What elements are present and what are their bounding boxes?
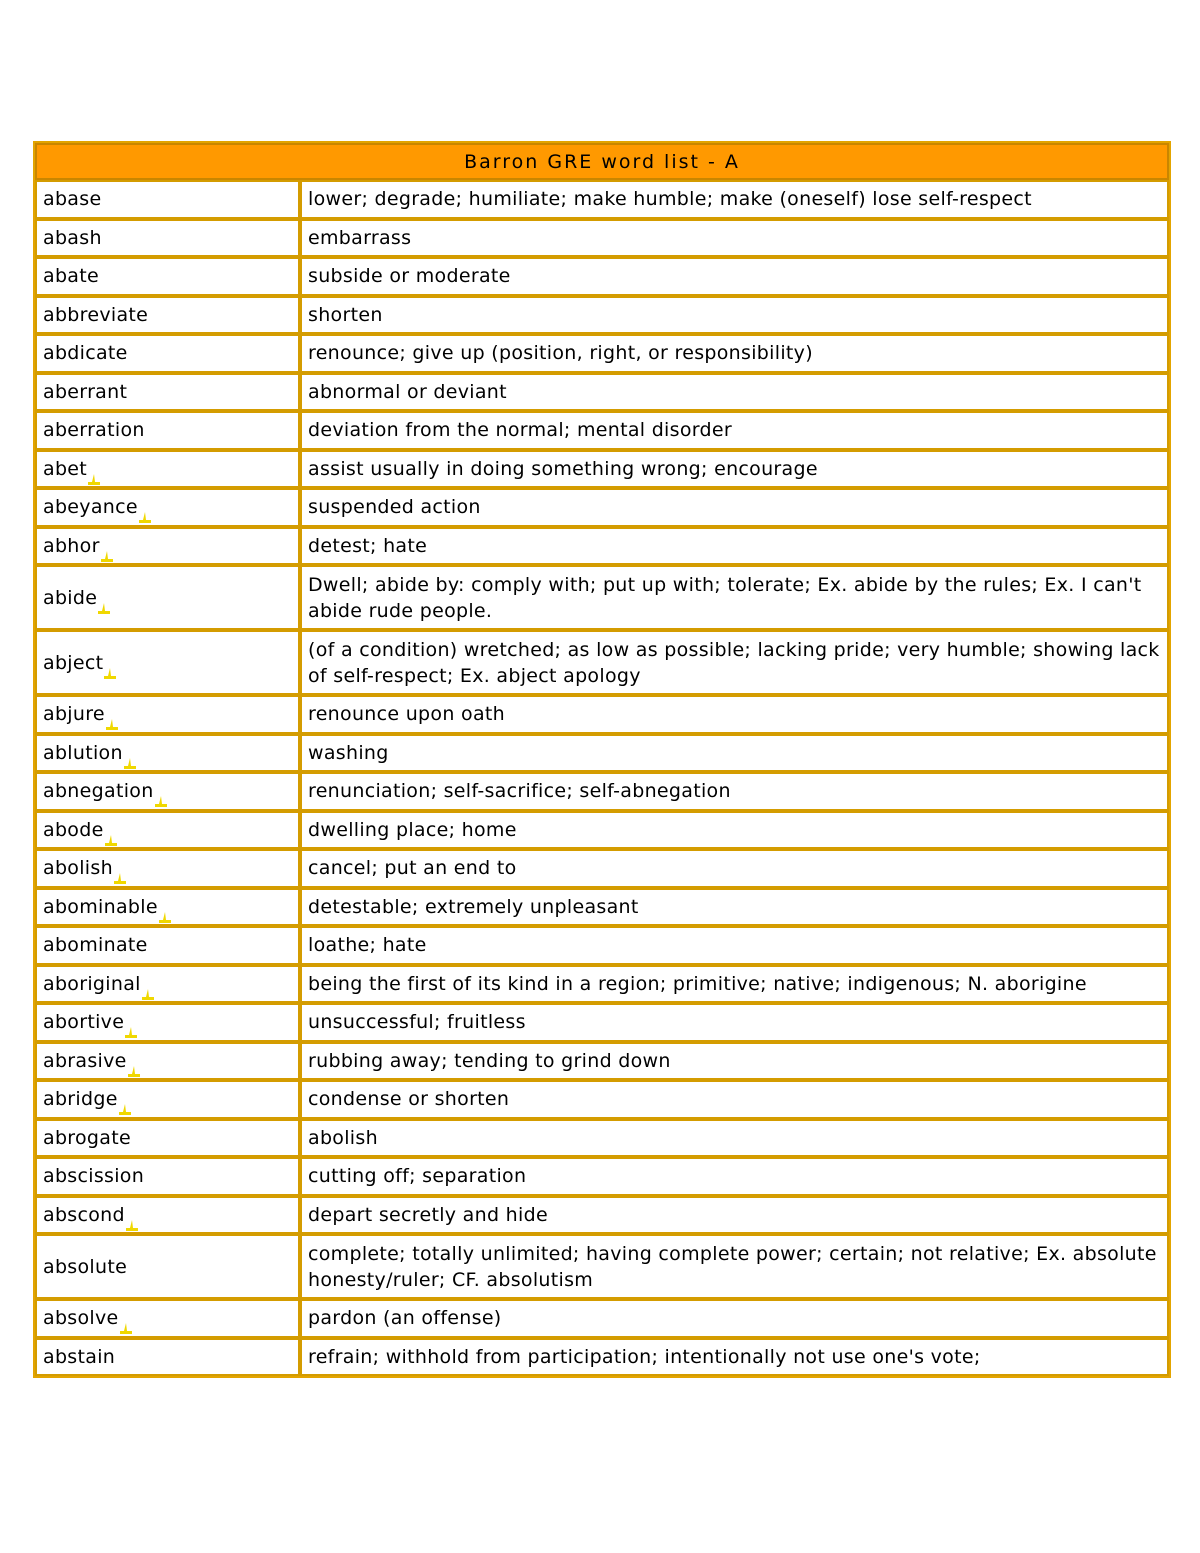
definition-cell: renounce upon oath: [300, 695, 1169, 734]
word-text-wrap: [43, 340, 128, 366]
word-text: abode: [43, 818, 104, 841]
word-text-wrap: [43, 817, 104, 843]
table-row: [35, 734, 1169, 773]
word-text-wrap: [43, 225, 102, 251]
note-marker-icon[interactable]: [104, 833, 118, 847]
word-text-wrap: [43, 456, 87, 482]
table-row: [35, 334, 1169, 373]
word-text-wrap: [43, 971, 141, 997]
word-text: abominate: [43, 934, 148, 957]
word-text-wrap: [43, 778, 154, 804]
word-text: absolute: [43, 1255, 128, 1278]
definition-cell: suspended action: [300, 488, 1169, 527]
word-cell: [35, 219, 300, 258]
note-marker-icon[interactable]: [97, 601, 111, 615]
definition-cell: abolish: [300, 1119, 1169, 1158]
definition-cell: rubbing away; tending to grind down: [300, 1042, 1169, 1081]
word-list-table: [33, 141, 1171, 1378]
table-row: [35, 450, 1169, 489]
note-marker-icon[interactable]: [118, 1102, 132, 1116]
word-text: abdicate: [43, 342, 128, 365]
definition-cell: depart secretly and hide: [300, 1196, 1169, 1235]
definition-cell: cutting off; separation: [300, 1157, 1169, 1196]
word-cell: [35, 565, 300, 630]
word-cell: [35, 695, 300, 734]
definition-cell: shorten: [300, 296, 1169, 335]
table-row: [35, 1196, 1169, 1235]
note-marker-icon[interactable]: [87, 472, 101, 486]
word-text-wrap: [43, 894, 158, 920]
note-marker-icon[interactable]: [105, 717, 119, 731]
word-text-wrap: [43, 701, 105, 727]
word-cell: [35, 1157, 300, 1196]
note-marker-icon[interactable]: [127, 1064, 141, 1078]
word-text: abolish: [43, 857, 113, 880]
word-text: abstain: [43, 1345, 116, 1368]
definition-cell: pardon (an offense): [300, 1299, 1169, 1338]
word-text-wrap: [43, 1086, 118, 1112]
word-text: absolve: [43, 1307, 119, 1330]
note-marker-icon[interactable]: [138, 510, 152, 524]
word-text-wrap: [43, 855, 113, 881]
word-cell: [35, 373, 300, 412]
word-cell: [35, 1196, 300, 1235]
word-cell: [35, 1299, 300, 1338]
word-text-wrap: [43, 533, 100, 559]
definition-cell: detestable; extremely unpleasant: [300, 888, 1169, 927]
word-text: abide: [43, 586, 98, 609]
table-row: [35, 630, 1169, 695]
word-text-wrap: [43, 1048, 127, 1074]
word-text-wrap: [43, 932, 148, 958]
note-marker-icon[interactable]: [113, 871, 127, 885]
word-text: abscond: [43, 1203, 125, 1226]
table-title: Barron GRE word list - A: [35, 143, 1169, 180]
word-text: aberrant: [43, 380, 128, 403]
definition-cell: cancel; put an end to: [300, 849, 1169, 888]
word-cell: [35, 849, 300, 888]
definition-cell: being the first of its kind in a region; primitive; native; indigenous; N. aborigine: [300, 965, 1169, 1004]
word-text-wrap: [43, 1202, 125, 1228]
word-text: abate: [43, 265, 99, 288]
word-text-wrap: [43, 1125, 131, 1151]
word-cell: [35, 257, 300, 296]
definition-cell: washing: [300, 734, 1169, 773]
word-cell: [35, 965, 300, 1004]
word-cell: [35, 334, 300, 373]
table-row: [35, 1080, 1169, 1119]
table-row: [35, 926, 1169, 965]
table-row: [35, 1003, 1169, 1042]
table-row: [35, 888, 1169, 927]
note-marker-icon[interactable]: [124, 1025, 138, 1039]
note-marker-icon[interactable]: [100, 549, 114, 563]
word-cell: [35, 180, 300, 219]
word-text-wrap: [43, 1344, 115, 1370]
word-cell: [35, 630, 300, 695]
word-text: abortive: [43, 1011, 125, 1034]
table-row: [35, 373, 1169, 412]
note-marker-icon[interactable]: [123, 756, 137, 770]
word-text: abridge: [43, 1088, 118, 1111]
table-row: [35, 772, 1169, 811]
table-row: [35, 296, 1169, 335]
definition-cell: loathe; hate: [300, 926, 1169, 965]
word-text: abominable: [43, 895, 158, 918]
definition-cell: (of a condition) wretched; as low as possible; lacking pride; very humble; showing lack of self-respect; Ex. abject apology: [300, 630, 1169, 695]
word-text-wrap: [43, 263, 99, 289]
word-cell: [35, 527, 300, 566]
word-text-wrap: [43, 1009, 124, 1035]
table-row: [35, 219, 1169, 258]
word-text: aberration: [43, 419, 145, 442]
word-cell: [35, 1119, 300, 1158]
word-text-wrap: [43, 379, 127, 405]
definition-cell: deviation from the normal; mental disorder: [300, 411, 1169, 450]
table-body: [35, 180, 1169, 1376]
definition-cell: dwelling place; home: [300, 811, 1169, 850]
note-marker-icon[interactable]: [154, 794, 168, 808]
word-cell: [35, 772, 300, 811]
note-marker-icon[interactable]: [103, 666, 117, 680]
definition-cell: Dwell; abide by: comply with; put up with; tolerate; Ex. abide by the rules; Ex. I can't abide rude people.: [300, 565, 1169, 630]
word-text: abase: [43, 188, 102, 211]
definition-cell: renounce; give up (position, right, or responsibility): [300, 334, 1169, 373]
definition-cell: refrain; withhold from participation; intentionally not use one's vote;: [300, 1338, 1169, 1377]
table-row: [35, 257, 1169, 296]
table-row: [35, 965, 1169, 1004]
word-text: abeyance: [43, 496, 138, 519]
word-text: abbreviate: [43, 303, 149, 326]
table-row: [35, 565, 1169, 630]
table-row: [35, 849, 1169, 888]
table-row: [35, 1157, 1169, 1196]
table-row: [35, 1042, 1169, 1081]
table-row: [35, 1338, 1169, 1377]
definition-cell: renunciation; self-sacrifice; self-abnegation: [300, 772, 1169, 811]
word-cell: [35, 734, 300, 773]
word-cell: [35, 1042, 300, 1081]
word-text: aboriginal: [43, 972, 141, 995]
table-row: [35, 488, 1169, 527]
word-text: abhor: [43, 534, 100, 557]
word-text: abscission: [43, 1165, 145, 1188]
word-text: ablution: [43, 741, 123, 764]
table-row: [35, 180, 1169, 219]
word-text-wrap: [43, 585, 97, 611]
word-text: abnegation: [43, 780, 154, 803]
note-marker-icon[interactable]: [119, 1321, 133, 1335]
word-text-wrap: [43, 1163, 144, 1189]
table-row: [35, 411, 1169, 450]
word-text-wrap: [43, 494, 138, 520]
word-text: abrasive: [43, 1049, 127, 1072]
definition-cell: assist usually in doing something wrong; encourage: [300, 450, 1169, 489]
word-text: abet: [43, 457, 88, 480]
table-row: [35, 1299, 1169, 1338]
word-cell: [35, 411, 300, 450]
definition-cell: lower; degrade; humiliate; make humble; make (oneself) lose self-respect: [300, 180, 1169, 219]
word-cell: [35, 1080, 300, 1119]
definition-cell: abnormal or deviant: [300, 373, 1169, 412]
table-header-row: [35, 143, 1169, 180]
word-text-wrap: [43, 740, 123, 766]
word-text: abjure: [43, 703, 105, 726]
word-text: abject: [43, 651, 104, 674]
definition-cell: subside or moderate: [300, 257, 1169, 296]
note-marker-icon[interactable]: [158, 910, 172, 924]
table-row: [35, 1234, 1169, 1299]
word-cell: [35, 888, 300, 927]
table-row: [35, 527, 1169, 566]
word-text-wrap: [43, 1254, 127, 1280]
definition-cell: embarrass: [300, 219, 1169, 258]
definition-cell: detest; hate: [300, 527, 1169, 566]
word-text: abash: [43, 226, 102, 249]
word-text-wrap: [43, 650, 103, 676]
word-text-wrap: [43, 417, 145, 443]
note-marker-icon[interactable]: [141, 987, 155, 1001]
table-row: [35, 695, 1169, 734]
word-text: abrogate: [43, 1126, 131, 1149]
word-cell: [35, 488, 300, 527]
definition-cell: condense or shorten: [300, 1080, 1169, 1119]
word-text-wrap: [43, 302, 148, 328]
definition-cell: unsuccessful; fruitless: [300, 1003, 1169, 1042]
word-cell: [35, 926, 300, 965]
word-text-wrap: [43, 186, 101, 212]
word-text-wrap: [43, 1305, 119, 1331]
note-marker-icon[interactable]: [125, 1218, 139, 1232]
word-cell: [35, 1003, 300, 1042]
definition-cell: complete; totally unlimited; having complete power; certain; not relative; Ex. absolute honesty/ruler; CF. absolutism: [300, 1234, 1169, 1299]
word-cell: [35, 1338, 300, 1377]
word-cell: [35, 450, 300, 489]
word-cell: [35, 1234, 300, 1299]
table-row: [35, 811, 1169, 850]
table-row: [35, 1119, 1169, 1158]
word-cell: [35, 811, 300, 850]
word-cell: [35, 296, 300, 335]
